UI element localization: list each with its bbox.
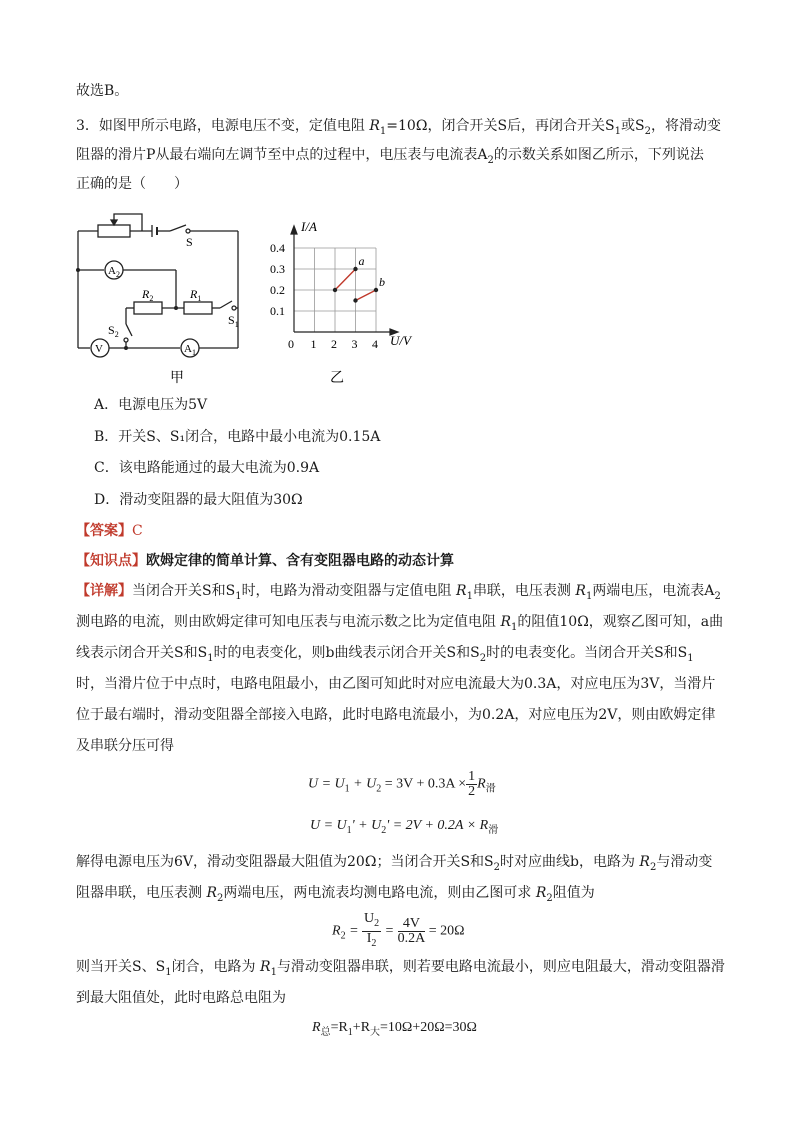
detail-line-3 — [76, 643, 694, 669]
detail-text: 时的电表变化。当闭合开关S和S — [486, 645, 688, 661]
detail-line-2 — [76, 612, 723, 638]
switch-s2 — [126, 324, 132, 336]
detail-text: 则当开关S、S — [76, 959, 166, 975]
data-point — [333, 288, 337, 292]
eq-text: + U — [349, 776, 377, 792]
label-text: S — [108, 323, 115, 337]
question-text: 阻器的滑片P从最右端向左调节至中点的过程中，电压表与电流表A — [76, 147, 488, 163]
option-d: D．滑动变阻器的最大阻值为30Ω — [94, 492, 303, 508]
detail-label: 【详解】 — [76, 583, 132, 599]
x-tick-label: 0 — [288, 337, 294, 351]
eq-text: R — [312, 1020, 321, 1035]
symbol: R — [456, 583, 467, 599]
detail-text: 解得电源电压为6V，滑动变阻器最大阻值为20Ω；当闭合开关S和S — [76, 854, 494, 870]
detail-text: 时，电路为滑动变阻器与定值电阻 — [241, 583, 457, 599]
subscript: 1 — [234, 320, 239, 329]
fraction — [398, 917, 426, 946]
symbol: R — [575, 583, 586, 599]
fraction-numerator — [362, 912, 381, 932]
eq-text: ' + U — [351, 818, 382, 833]
junction-dot — [76, 268, 80, 272]
y-axis-label: I/A — [301, 219, 317, 234]
rheostat — [98, 225, 130, 237]
subscript: 1 — [165, 966, 172, 978]
label-text: A — [108, 265, 116, 277]
detail-text: 两端电压，电流表A — [592, 583, 715, 599]
fraction-denominator: 0.2A — [397, 930, 426, 946]
subscript: 1 — [614, 125, 622, 137]
eq-text: U = U — [308, 776, 345, 792]
detail-text: 两端电压，两电流表均测电路电流，则由乙图可求 — [223, 885, 536, 901]
eq-text: I — [366, 930, 372, 946]
option-b: B．开关S、S₁闭合，电路中最小电流为0.15A — [94, 429, 381, 445]
eq-text: U — [364, 911, 375, 926]
circuit-diagram — [70, 198, 270, 388]
knowledge-label: 【知识点】 — [76, 553, 146, 569]
subscript: 滑 — [485, 783, 496, 795]
detail-text: 闭合，电路为 — [171, 959, 261, 975]
detail-line-9 — [76, 957, 725, 983]
x-tick-label: 3 — [351, 337, 358, 351]
symbol: R — [369, 118, 380, 134]
label-text: R — [190, 287, 198, 301]
option-a: A．电源电压为5V — [94, 397, 208, 413]
y-axis-arrow-icon — [291, 226, 297, 234]
detail-text: 测电路的电流，则由欧姆定律可知电压表与电流示数之比为定值电阻 — [76, 614, 501, 630]
subscript: 2 — [714, 590, 721, 602]
question-text: =10Ω，闭合开关S后，再闭合开关S — [386, 118, 615, 134]
eq-text: R — [477, 776, 486, 792]
fraction-denominator — [362, 932, 381, 951]
subscript: 2 — [546, 892, 553, 904]
previous-answer: 故选B。 — [76, 83, 129, 99]
label-text: A — [184, 343, 192, 355]
series-label-b: b — [379, 275, 385, 289]
subscript: 2 — [115, 270, 120, 279]
label-r2 — [141, 287, 153, 303]
subscript: 2 — [371, 937, 377, 949]
question-number: 3． — [76, 118, 99, 134]
y-tick-label: 0.4 — [270, 241, 285, 255]
equation-4 — [312, 1018, 477, 1043]
eq-text: ' = 2V + 0.2A × R — [386, 818, 489, 833]
subscript: 2 — [217, 892, 224, 904]
question-text: 如图甲所示电路，电源电压不变，定值电阻 — [98, 118, 370, 134]
equation-2 — [310, 816, 498, 841]
question-line-1 — [76, 116, 721, 142]
question-line-2 — [76, 145, 704, 171]
detail-text: 串联，电压表测 — [472, 583, 576, 599]
label-text: R — [142, 287, 150, 301]
fraction — [362, 912, 381, 951]
subscript: 1 — [346, 824, 352, 836]
eq-text: =10Ω+20Ω=30Ω — [380, 1020, 477, 1035]
eq-text: R — [332, 923, 341, 939]
x-tick-label: 1 — [310, 337, 317, 351]
series-line-a — [335, 269, 356, 290]
subscript: 2 — [340, 930, 346, 942]
subscript: 1 — [511, 621, 518, 633]
detail-text: 阻值为 — [552, 885, 595, 901]
detail-text: 与滑动变阻器串联，则若要电路电流最小，则应电阻最大，滑动变阻器滑 — [276, 959, 725, 975]
junction-dot — [124, 346, 128, 350]
subscript: 1 — [466, 590, 473, 602]
symbol: R — [500, 614, 511, 630]
detail-line-7 — [76, 852, 712, 878]
detail-line-8 — [76, 883, 595, 909]
detail-line-1 — [76, 581, 721, 607]
label-s1 — [228, 313, 239, 329]
iu-graph — [268, 210, 428, 388]
eq-text: = 3V + 0.3A × — [381, 776, 467, 792]
data-point — [353, 298, 357, 302]
subscript: 2 — [376, 783, 382, 795]
eq-text: U = U — [310, 818, 347, 833]
question-text: 或S — [621, 118, 645, 134]
knowledge-value: 欧姆定律的简单计算、含有变阻器电路的动态计算 — [146, 553, 454, 569]
subscript: 1 — [207, 652, 214, 664]
subscript: 1 — [347, 1026, 353, 1038]
slider-arrow-icon — [111, 220, 117, 225]
subscript: 2 — [149, 294, 154, 303]
eq-text: = 20Ω — [428, 923, 465, 939]
subscript: 2 — [381, 824, 387, 836]
detail-text: 时的电表变化，则b曲线表示闭合开关S和S — [213, 645, 480, 661]
subscript: 大 — [370, 1026, 381, 1038]
subscript: 1 — [235, 590, 242, 602]
caption-yi: 乙 — [330, 371, 344, 386]
subscript: 2 — [644, 125, 651, 137]
detail-line-10: 到最大阻值处，此时电路总电阻为 — [76, 990, 286, 1006]
y-tick-label: 0.3 — [270, 262, 285, 276]
label-s: S — [186, 235, 193, 249]
equation-1 — [308, 770, 496, 800]
detail-text: 与滑动变 — [656, 854, 713, 870]
data-point — [353, 267, 357, 271]
answer-value: C — [132, 523, 143, 539]
switch-s1 — [220, 301, 232, 308]
x-axis-label: U/V — [390, 333, 411, 348]
y-tick-label: 0.1 — [270, 304, 285, 318]
subscript: 总 — [320, 1026, 331, 1038]
question-line-3: 正确的是（ ） — [76, 176, 188, 192]
subscript: 1 — [270, 966, 277, 978]
fraction-numerator: 1 — [468, 769, 476, 784]
detail-text: 时对应曲线b，电路为 — [500, 854, 640, 870]
junction-dot — [174, 306, 178, 310]
y-tick-label: 0.2 — [270, 283, 285, 297]
x-tick-label: 4 — [372, 337, 378, 351]
resistor-r1 — [184, 302, 212, 314]
detail-line-5: 位于最右端时，滑动变阻器全部接入电路，此时电路电流最小，为0.2A，对应电压为2V，则由欧姆定律 — [76, 707, 716, 723]
subscript: 滑 — [488, 824, 499, 836]
knowledge-points — [76, 551, 454, 571]
symbol: R — [639, 854, 650, 870]
label-r1 — [189, 287, 201, 303]
fraction — [466, 770, 477, 799]
question-text: ，将滑动变 — [650, 118, 721, 134]
subscript: 2 — [649, 861, 657, 873]
subscript: 2 — [114, 330, 119, 339]
detail-text: 线表示闭合开关S和S — [76, 645, 208, 661]
label-s2 — [108, 323, 119, 339]
answer-label: 【答案】 — [76, 523, 132, 539]
subscript: 2 — [479, 652, 487, 664]
eq-text: +R — [352, 1020, 371, 1035]
subscript: 2 — [374, 917, 380, 929]
label-v: V — [95, 343, 103, 355]
caption-jia: 甲 — [170, 371, 184, 386]
option-c: C．该电路能通过的最大电流为0.9A — [94, 460, 320, 476]
x-tick-label: 2 — [331, 337, 337, 351]
symbol: R — [260, 959, 271, 975]
detail-text: 阻器串联，电压表测 — [76, 885, 207, 901]
equation-3: $R_2$ = $\frac{U_2}{I_2}$ = $\frac{4V}{0.2A}$ = 20Ω — [332, 911, 465, 949]
detail-line-4: 时，当滑片位于中点时，电路电阻最小，由乙图可知此时对应电流最大为0.3A，对应电压为3V，当滑片 — [76, 676, 716, 692]
subscript: 1 — [197, 294, 202, 303]
question-text: 的示数关系如图乙所示，下列说法 — [493, 147, 704, 163]
resistor-r2 — [134, 302, 162, 314]
subscript: 1 — [191, 348, 196, 357]
detail-text: 当闭合开关S和S — [132, 583, 236, 599]
fraction-denominator: 2 — [468, 784, 476, 799]
subscript: 1 — [344, 783, 350, 795]
fraction-numerator: 4V — [398, 917, 426, 932]
subscript: 1 — [585, 590, 593, 602]
subscript: 1 — [379, 125, 387, 137]
subscript: 2 — [487, 154, 494, 166]
detail-line-6: 及串联分压可得 — [76, 738, 174, 754]
switch-s — [170, 225, 186, 231]
symbol: R — [206, 885, 217, 901]
series-line-b — [356, 290, 377, 301]
subscript: 1 — [687, 652, 694, 664]
symbol: R — [535, 885, 547, 901]
answer — [76, 521, 143, 541]
subscript: 2 — [493, 861, 500, 873]
data-point — [374, 288, 378, 292]
label-text: S — [228, 313, 235, 327]
detail-text: 的阻值10Ω，观察乙图可知，a曲 — [517, 614, 724, 630]
series-label-a: a — [358, 254, 365, 268]
eq-text: =R — [330, 1020, 348, 1035]
